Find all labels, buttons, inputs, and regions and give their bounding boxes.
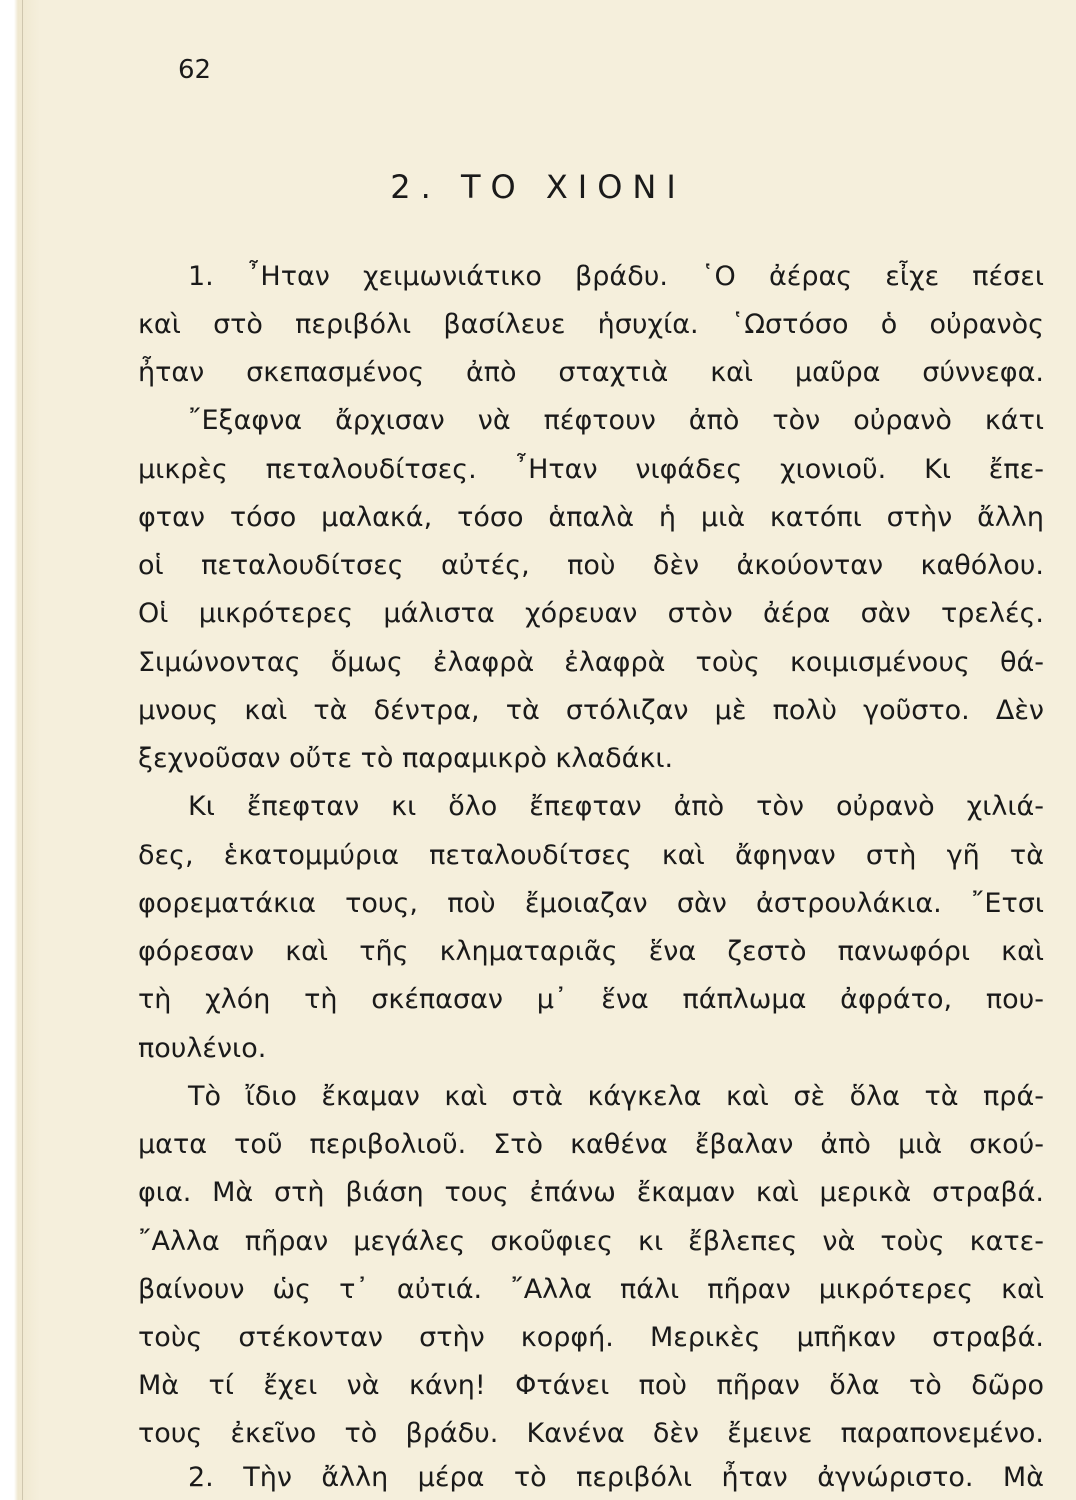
page-gutter-line (22, 0, 23, 1500)
page-edge (0, 0, 40, 1500)
text-line: ῎Εξαφνα ἄρχισαν νὰ πέφτουν ἀπὸ τὸν οὐρανὸ κάτι (188, 405, 1044, 436)
text-line: φια. Μὰ στὴ βιάση τους ἐπάνω ἔκαμαν καὶ μερικὰ στραβά. (138, 1177, 1044, 1208)
page-number: 62 (178, 55, 212, 85)
text-line: Σιμώνοντας ὅμως ἐλαφρὰ ἐλαφρὰ τοὺς κοιμισμένους θά- (138, 647, 1044, 678)
text-line: τὴ χλόη τὴ σκέπασαν μ᾿ ἕνα πάπλωμα ἀφράτο, που- (138, 984, 1044, 1015)
text-line: Κι ἔπεφταν κι ὅλο ἔπεφταν ἀπὸ τὸν οὐρανὸ χιλιά- (188, 791, 1044, 822)
text-line: ματα τοῦ περιβολιοῦ. Στὸ καθένα ἔβαλαν ἀπὸ μιὰ σκού- (138, 1129, 1044, 1160)
text-line: πουλένιο. (138, 1033, 267, 1064)
text-line: 1. ῏Ηταν χειμωνιάτικο βράδυ. ῾Ο ἀέρας εἶχε πέσει (188, 261, 1044, 292)
text-line: μνους καὶ τὰ δέντρα, τὰ στόλιζαν μὲ πολὺ γοῦστο. Δὲν (138, 695, 1044, 726)
text-line: τοὺς στέκονταν στὴν κορφή. Μερικὲς μπῆκαν στραβά. (138, 1322, 1044, 1353)
text-line: καὶ στὸ περιβόλι βασίλευε ἡσυχία. ῾Ωστόσο ὁ οὐρανὸς (138, 309, 1044, 340)
text-line: μικρὲς πεταλουδίτσες. ῏Ηταν νιφάδες χιονιοῦ. Κι ἔπε- (138, 454, 1044, 485)
text-line: φταν τόσο μαλακά, τόσο ἁπαλὰ ἡ μιὰ κατόπι στὴν ἄλλη (138, 502, 1044, 533)
text-line: ξεχνοῦσαν οὔτε τὸ παραμικρὸ κλαδάκι. (138, 743, 674, 774)
chapter-title: 2. ΤΟ ΧΙΟΝΙ (390, 168, 686, 206)
text-line: φορεματάκια τους, ποὺ ἔμοιαζαν σὰν ἀστρουλάκια. ῎Ετσι (138, 888, 1044, 919)
text-line: οἱ πεταλουδίτσες αὐτές, ποὺ δὲν ἀκούονταν καθόλου. (138, 550, 1044, 581)
text-line: Μὰ τί ἔχει νὰ κάνη! Φτάνει ποὺ πῆραν ὅλα τὸ δῶρο (138, 1370, 1044, 1401)
text-line: τους ἐκεῖνο τὸ βράδυ. Κανένα δὲν ἔμεινε παραπονεμένο. (138, 1418, 1044, 1449)
text-line: δες, ἑκατομμύρια πεταλουδίτσες καὶ ἄφηναν στὴ γῆ τὰ (138, 840, 1044, 871)
text-line: ῎Αλλα πῆραν μεγάλες σκοῦφιες κι ἔβλεπες νὰ τοὺς κατε- (138, 1226, 1044, 1257)
text-line: Τὸ ἴδιο ἔκαμαν καὶ στὰ κάγκελα καὶ σὲ ὅλα τὰ πρά- (188, 1081, 1044, 1112)
text-line: φόρεσαν καὶ τῆς κληματαριᾶς ἕνα ζεστὸ πανωφόρι καὶ (138, 936, 1044, 967)
text-line: 2. Τὴν ἄλλη μέρα τὸ περιβόλι ἦταν ἀγνώριστο. Μὰ (188, 1462, 1044, 1493)
text-line: ἦταν σκεπασμένος ἀπὸ σταχτιὰ καὶ μαῦρα σύννεφα. (138, 357, 1044, 388)
text-line: βαίνουν ὡς τ᾿ αὐτιά. ῎Αλλα πάλι πῆραν μικρότερες καὶ (138, 1274, 1044, 1305)
text-line: Οἱ μικρότερες μάλιστα χόρευαν στὸν ἀέρα σὰν τρελές. (138, 598, 1044, 629)
